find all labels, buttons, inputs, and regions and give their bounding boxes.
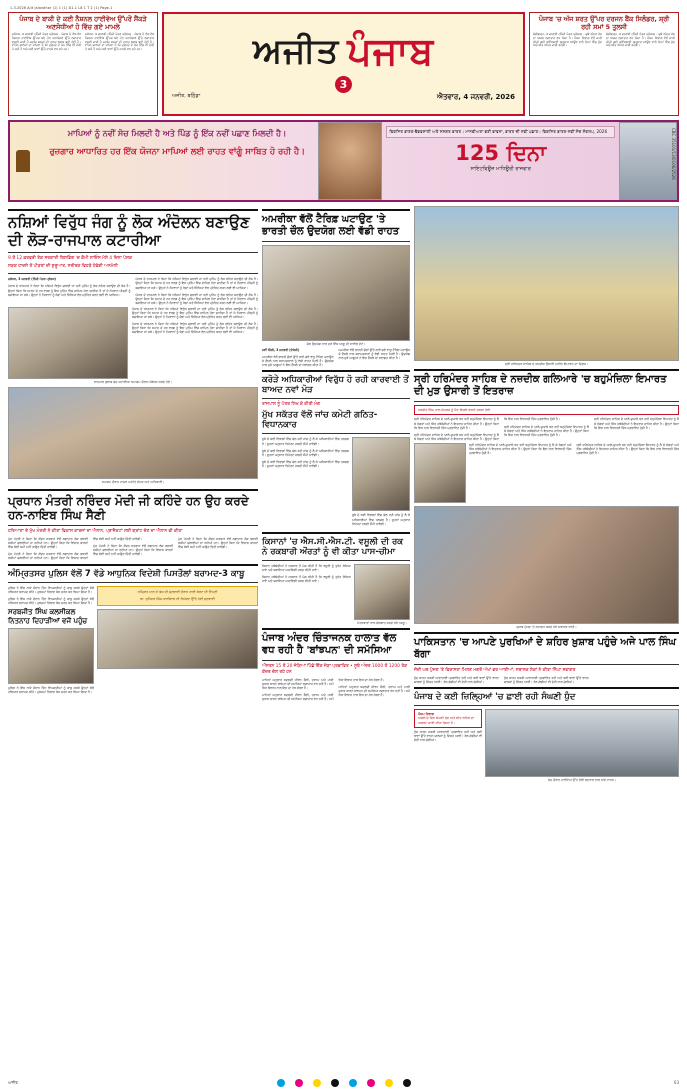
a9-photo	[414, 506, 679, 624]
a10-body: ਧੁੰਦ ਕਾਰਨ ਸੜਕੀ ਆਵਾਜਾਈ ਪ੍ਰਭਾਵਿਤ ਰਹੀ ਅਤੇ ਕਈ ਥਾਵਾਂ ਉੱਤੇ ਵਾਹਨ ਚਾਲਕਾਂ ਨੂੰ ਦਿੱਕਤ ਆਈ। ਰੇਲ ਗੱਡੀਆਂ ਵੀ ਦੇਰੀ ਨਾਲ ਚੱਲੀਆਂ।	[414, 730, 482, 743]
a10-side-box-title: ਮੌਸਮ ਵਿਭਾਗ	[418, 712, 435, 717]
a7-headline: ਅੰਮ੍ਰਿਤਸਰ ਪੁਲਿਸ ਵੱਲੋਂ 7 ਵੱਡੇ ਆਧੁਨਿਕ ਵਿਦੇਸ਼ੀ ਪਿਸਤੌਲਾਂ ਬਰਾਮਦ-3 ਕਾਬੂ	[8, 568, 245, 579]
lead-headline: ਨਸ਼ਿਆਂ ਵਿਰੁੱਧ ਜੰਗ ਨੂੰ ਲੋਕ ਅੰਦੋਲਨ ਬਣਾਉਣ ਦੀ ਲੋੜ-ਰਾਜਪਾਲ ਕਟਾਰੀਆ	[8, 213, 250, 249]
edition-label: ਅਜੀਤ, ਬਠਿੰਡਾ	[172, 92, 201, 99]
group-photo-caption: ਸਮਾਗਮ ਦੌਰਾਨ ਹਾਜ਼ਰ ਪਤਵੰਤੇ ਸੱਜਣ ਅਤੇ ਅਧਿਕਾਰੀ।	[101, 480, 165, 485]
ad-speaker-caption: ਸਾਇਟਵਿਊਜ਼ ਮਾਧਿਊਰੀ ਰਾਜਵਾਰ	[470, 166, 531, 172]
court-note-sub: ਡਾ. ਭੁਪਿੰਦਰ ਸਿੰਘ ਧਾਲੀਵਾਲ ਦੀ ਰਿਪੋਰਟ ਉੱਤੇ ਹੋਈ ਸੁਣਵਾਈ	[140, 597, 215, 602]
a5-headline: ਪ੍ਰਧਾਨ ਮੰਤਰੀ ਨਰਿੰਦਰ ਮੋਦੀ ਜੀ ਕਹਿੰਦੇ ਹਨ ਉਹ ਕਰਦੇ ਹਨ-ਨਾਇਬ ਸਿੰਘ ਸੈਣੀ	[8, 493, 249, 522]
a6-headline: ਕਿਸਾਨਾਂ 'ਚ ਐਸ.ਸੀ.ਐਸ.ਟੀ. ਵਸੂਲੀ ਦੀ ਰਕ ਨੇ ਰਕਬਾਰੀ ਔਰਤਾਂ ਨੂੰ ਵੀ ਕੀਤਾ ਪਾਸ-ਚੀਮਾ	[262, 536, 404, 557]
a6-body: ਕਿਸਾਨ ਜਥੇਬੰਦੀਆਂ ਨੇ ਸਰਕਾਰ ਤੋਂ ਮੰਗ ਕੀਤੀ ਹੈ ਕਿ ਵਸੂਲੀ ਨੂੰ ਤੁਰੰਤ ਰੋਕਿਆ ਜਾਵੇ ਅਤੇ ਬਕਾਇਆ ਅਦਾਇਗੀ ਜਲਦ ਕੀਤੀ ਜਾਵੇ। ਕਿਸਾਨ ਜਥੇਬੰਦੀਆਂ ਨੇ ਸਰਕਾਰ ਤੋਂ ਮੰਗ ਕੀਤੀ ਹੈ ਕਿ ਵਸੂਲੀ ਨੂੰ ਤੁਰੰਤ ਰੋਕਿਆ ਜਾਵੇ ਅਤੇ ਬਕਾਇਆ ਅਦਾਇਗੀ ਜਲਦ ਕੀਤੀ ਜਾਵੇ।	[262, 563, 351, 584]
issue-date: ਐਤਵਾਰ, 4 ਜਨਵਰੀ, 2026	[437, 92, 515, 101]
a6-photo	[354, 564, 410, 620]
a7-body: ਪੁਲਿਸ ਨੇ ਇੱਕ ਨਾਕੇ ਦੌਰਾਨ ਤਿੰਨ ਵਿਅਕਤੀਆਂ ਨੂੰ ਕਾਬੂ ਕਰਕੇ ਉਨ੍ਹਾਂ ਕੋਲੋਂ ਹਥਿਆਰ ਬਰਾਮਦ ਕੀਤੇ। ਮੁਲਜ਼ਮਾਂ ਖ਼ਿਲਾਫ਼ ਕੇਸ ਦਰਜ ਕਰ ਲਿਆ ਗਿਆ ਹੈ। ਪੁਲਿਸ ਨੇ ਇੱਕ ਨਾਕੇ ਦੌਰਾਨ ਤਿੰਨ ਵਿਅਕਤੀਆਂ ਨੂੰ ਕਾਬੂ ਕਰਕੇ ਉਨ੍ਹਾਂ ਕੋਲੋਂ ਹਥਿਆਰ ਬਰਾਮਦ ਕੀਤੇ। ਮੁਲਜ਼ਮਾਂ ਖ਼ਿਲਾਫ਼ ਕੇਸ ਦਰਜ ਕਰ ਲਿਆ ਗਿਆ ਹੈ।	[8, 585, 94, 605]
a5-kicker: ਹਰਿਆਣਾ ਦੇ ਮੁੱਖ ਮੰਤਰੀ ਨੇ ਕੀਤਾ ਵਿਕਾਸ ਕਾਰਜਾਂ ਦਾ ਐਲਾਨ, ਪ੍ਰਾਜੈਕਟਾਂ ਲਈ ਗ੍ਰਾਂਟ ਦੇਣ ਦਾ ਐਲਾਨ ਵੀ ਕੀਤਾ	[8, 529, 183, 535]
masthead-left-story	[8, 12, 158, 116]
a10-side-box-text: ਅਗਲੇ ਦੋ ਦਿਨ ਸੰਘਣੀ ਧੁੰਦ ਅਤੇ ਸੀਤ ਲਹਿਰ ਦਾ ਅਲਰਟ ਜਾਰੀ ਕੀਤਾ ਗਿਆ ਹੈ।	[418, 716, 475, 725]
a8-body: ਮਾਹਿਰਾਂ ਅਨੁਸਾਰ ਬਦਲਦੀ ਜੀਵਨ ਸ਼ੈਲੀ, ਤਣਾਅ ਅਤੇ ਮਾੜੀ ਖ਼ੁਰਾਕ ਕਾਰਨ ਬਾਂਝਪਨ ਦੀ ਸਮੱਸਿਆ ਲਗਾਤਾਰ ਵਧ ਰਹੀ ਹੈ। ਸਮੇਂ ਸਿਰ ਇਲਾਜ ਨਾਲ ਇਸ ਦਾ ਹੱਲ ਸੰਭਵ ਹੈ। ਮਾਹਿਰਾਂ ਅਨੁਸਾਰ ਬਦਲਦੀ ਜੀਵਨ ਸ਼ੈਲੀ, ਤਣਾਅ ਅਤੇ ਮਾੜੀ ਖ਼ੁਰਾਕ ਕਾਰਨ ਬਾਂਝਪਨ ਦੀ ਸਮੱਸਿਆ ਲਗਾਤਾਰ ਵਧ ਰਹੀ ਹੈ। ਸਮੇਂ ਸਿਰ ਇਲਾਜ ਨਾਲ ਇਸ ਦਾ ਹੱਲ ਸੰਭਵ ਹੈ। ਮਾਹਿਰਾਂ ਅਨੁਸਾਰ ਬਦਲਦੀ ਜੀਵਨ ਸ਼ੈਲੀ, ਤਣਾਅ ਅਤੇ ਮਾੜੀ ਖ਼ੁਰਾਕ ਕਾਰਨ ਬਾਂਝਪਨ ਦੀ ਸਮੱਸਿਆ ਲਗਾਤਾਰ ਵਧ ਰਹੀ ਹੈ। ਸਮੇਂ ਸਿਰ ਇਲਾਜ ਨਾਲ ਇਸ ਦਾ ਹੱਲ ਸੰਭਵ ਹੈ।	[262, 677, 410, 702]
court-note-photo	[97, 609, 258, 669]
lead-body: ਜਲੰਧਰ, 3 ਜਨਵਰੀ (ਨਿੱਜੀ ਪੱਤਰ ਪ੍ਰੇਰਕ) ਪੰਜਾਬ ਦੇ ਰਾਜਪਾਲ ਨੇ ਕਿਹਾ ਕਿ ਨਸ਼ਿਆਂ ਵਿਰੁੱਧ ਚਲਾਈ ਜਾ ਰਹੀ ਮੁਹਿੰਮ ਨੂੰ ਲੋਕ ਲਹਿਰ ਬਣਾਉਣ ਦੀ ਲੋੜ ਹੈ। ਉਨ੍ਹਾਂ ਕਿਹਾ ਕਿ ਸਮਾਜ ਦੇ ਹਰ ਵਰਗ ਨੂੰ ਇਸ ਮੁਹਿੰਮ ਵਿੱਚ ਸ਼ਾਮਿਲ ਹੋਣਾ ਚਾਹੀਦਾ ਹੈ ਤਾਂ ਜੋ ਨੌਜਵਾਨ ਪੀੜ੍ਹੀ ਨੂੰ ਬਚਾਇਆ ਜਾ ਸਕੇ। ਉਨ੍ਹਾਂ ਨੇ ਨੌਜਵਾਨਾਂ ਨੂੰ ਖੇਡਾਂ ਅਤੇ ਸਿੱਖਿਆ ਵੱਲ ਪ੍ਰੇਰਿਤ ਕਰਨ ਲਈ ਵੀ ਆਖਿਆ। ਪੰਜਾਬ ਦੇ ਰਾਜਪਾਲ ਨੇ ਕਿਹਾ ਕਿ ਨਸ਼ਿਆਂ ਵਿਰੁੱਧ ਚਲਾਈ ਜਾ ਰਹੀ ਮੁਹਿੰਮ ਨੂੰ ਲੋਕ ਲਹਿਰ ਬਣਾਉਣ ਦੀ ਲੋੜ ਹੈ। ਉਨ੍ਹਾਂ ਕਿਹਾ ਕਿ ਸਮਾਜ ਦੇ ਹਰ ਵਰਗ ਨੂੰ ਇਸ ਮੁਹਿੰਮ ਵਿੱਚ ਸ਼ਾਮਿਲ ਹੋਣਾ ਚਾਹੀਦਾ ਹੈ ਤਾਂ ਜੋ ਨੌਜਵਾਨ ਪੀੜ੍ਹੀ ਨੂੰ ਬਚਾਇਆ ਜਾ ਸਕੇ। ਉਨ੍ਹਾਂ ਨੇ ਨੌਜਵਾਨਾਂ ਨੂੰ ਖੇਡਾਂ ਅਤੇ ਸਿੱਖਿਆ ਵੱਲ ਪ੍ਰੇਰਿਤ ਕਰਨ ਲਈ ਵੀ ਆਖਿਆ। ਪੰਜਾਬ ਦੇ ਰਾਜਪਾਲ ਨੇ ਕਿਹਾ ਕਿ ਨਸ਼ਿਆਂ ਵਿਰੁੱਧ ਚਲਾਈ ਜਾ ਰਹੀ ਮੁਹਿੰਮ ਨੂੰ ਲੋਕ ਲਹਿਰ ਬਣਾਉਣ ਦੀ ਲੋੜ ਹੈ। ਉਨ੍ਹਾਂ ਕਿਹਾ ਕਿ ਸਮਾਜ ਦੇ ਹਰ ਵਰਗ ਨੂੰ ਇਸ ਮੁਹਿੰਮ ਵਿੱਚ ਸ਼ਾਮਿਲ ਹੋਣਾ ਚਾਹੀਦਾ ਹੈ ਤਾਂ ਜੋ ਨੌਜਵਾਨ ਪੀੜ੍ਹੀ ਨੂੰ ਬਚਾਇਆ ਜਾ ਸਕੇ। ਉਨ੍ਹਾਂ ਨੇ ਨੌਜਵਾਨਾਂ ਨੂੰ ਖੇਡਾਂ ਅਤੇ ਸਿੱਖਿਆ ਵੱਲ ਪ੍ਰੇਰਿਤ ਕਰਨ ਲਈ ਵੀ ਆਖਿਆ।	[8, 277, 258, 305]
a3-photo	[352, 437, 410, 511]
a8-headline: ਪੰਜਾਬ ਅੰਦਰ ਚਿੰਤਾਜਨਕ ਹਾਲਾਤ ਵੱਲ ਵਧ ਰਹੀ ਹੈ 'ਬਾਂਝਪਨ' ਦੀ ਸਮੱਸਿਆ	[262, 633, 397, 656]
ad-right-note: ਵਿਕਸਿਤ ਭਾਰਤ-ਵੈਭਵਸ਼ਾਲੀ ਅਤੇ ਸਸ਼ਕਤ ਭਾਰਤ। ਮਾਨਵੀਅਤਾ ਭਰੀ ਭਾਵਨਾ, ਭਾਰਤ ਦੀ ਨਵੀਂ ਪਛਾਣ। ਵਿਕਸਿਤ ਭਾਰਤ-ਨਵੀਂ ਸੋਚ ਸੰਕਲਪ, 2026	[386, 126, 615, 138]
court-note-box	[97, 586, 258, 606]
a7-body-2: ਪੁਲਿਸ ਨੇ ਇੱਕ ਨਾਕੇ ਦੌਰਾਨ ਤਿੰਨ ਵਿਅਕਤੀਆਂ ਨੂੰ ਕਾਬੂ ਕਰਕੇ ਉਨ੍ਹਾਂ ਕੋਲੋਂ ਹਥਿਆਰ ਬਰਾਮਦ ਕੀਤੇ। ਮੁਲਜ਼ਮਾਂ ਖ਼ਿਲਾਫ਼ ਕੇਸ ਦਰਜ ਕਰ ਲਿਆ ਗਿਆ ਹੈ।	[8, 685, 94, 695]
masthead-left-headline: ਪੰਜਾਬ ਦੇ ਬਾਕੀ ਦੇ ਕਈ ਨੈਸ਼ਨਲ ਹਾਈਵੇਅ ਉੱਪਰੋਂ ਸੈਂਕੜੇ ਅਣਸੋਧੀਆਂ ਹੋ ਵਿੱਚ ਗਏ ਮਾਮਲੇ	[19, 15, 147, 31]
masthead-footer-line	[164, 93, 523, 104]
a9-body: ਧੁੰਦ ਕਾਰਨ ਸੜਕੀ ਆਵਾਜਾਈ ਪ੍ਰਭਾਵਿਤ ਰਹੀ ਅਤੇ ਕਈ ਥਾਵਾਂ ਉੱਤੇ ਵਾਹਨ ਚਾਲਕਾਂ ਨੂੰ ਦਿੱਕਤ ਆਈ। ਰੇਲ ਗੱਡੀਆਂ ਵੀ ਦੇਰੀ ਨਾਲ ਚੱਲੀਆਂ। ਧੁੰਦ ਕਾਰਨ ਸੜਕੀ ਆਵਾਜਾਈ ਪ੍ਰਭਾਵਿਤ ਰਹੀ ਅਤੇ ਕਈ ਥਾਵਾਂ ਉੱਤੇ ਵਾਹਨ ਚਾਲਕਾਂ ਨੂੰ ਦਿੱਕਤ ਆਈ। ਰੇਲ ਗੱਡੀਆਂ ਵੀ ਦੇਰੀ ਨਾਲ ਚੱਲੀਆਂ।	[414, 675, 589, 684]
ad-left-text	[36, 122, 318, 200]
lead-kicker-2: ਸੜਕ ਹਾਦਸੇ ਤੋਂ ਪੀੜਤਾਂ ਦੀ ਸ਼ੁਰੂਆਤ, ਸਰੀਰਕ ਵਿਹੜੇ ਹੋਵੇਗੀ ਅਨਮੋਲੀ	[8, 264, 118, 270]
national-emblem-icon	[10, 122, 36, 200]
a6-photo-caption: ਪੱਤਰਕਾਰਾਂ ਨਾਲ ਗੱਲਬਾਤ ਕਰਦੇ ਹੋਏ ਆਗੂ।	[357, 620, 407, 625]
court-note-title: ਅੰਮ੍ਰਿਤ ਪਾਲ ਦੇ ਕੇਸ ਦੀ ਸੁਣਵਾਈ ਦੌਰਾਨ ਹਾਈ ਕੋਰਟ ਦੀ ਟਿੱਪਣੀ	[137, 589, 218, 594]
a4-headline: ਸ੍ਰੀ ਹਰਿਮੰਦਰ ਸਾਹਿਬ ਦੇ ਨਜ਼ਦੀਕ ਗਲਿਆਰੇ 'ਚ ਬਹੁਮੰਜ਼ਿਲਾ ਇਮਾਰਤ ਦੀ ਮੁੜ ਉਸਾਰੀ ਤੋਂ ਇਤਰਾਜ਼	[414, 374, 667, 398]
golden-temple-caption: ਸ੍ਰੀ ਹਰਿਮੰਦਰ ਸਾਹਿਬ ਦੇ ਨਜ਼ਦੀਕ ਉਸਾਰੀ ਅਧੀਨ ਇਮਾਰਤ ਦਾ ਦ੍ਰਿਸ਼।	[505, 362, 588, 366]
column-middle	[262, 206, 410, 782]
main-content	[8, 206, 679, 782]
masthead-right-headline: ਪੰਜਾਬ 'ਚ ਅੱਜ ਸ਼ਰਤ ਉੱਪਰ ਦਰਜਨ ਬੈਂਕ ਸਿਲੰਡਰ, ਸ਼੍ਰੀ ਰਹੀ ਸਮਾਂ 5 ਤੁਲਸੀ	[538, 15, 670, 31]
ad-big-number: 125 ਦਿਨਾ	[455, 141, 547, 165]
group-photo	[8, 387, 258, 479]
a3-body: ਸੂਬੇ ਦੇ ਕਈ ਵਿਭਾਗਾਂ ਵਿੱਚ ਚੱਲ ਰਹੀ ਜਾਂਚ ਨੂੰ ਲੈ ਕੇ ਅਧਿਕਾਰੀਆਂ ਵਿੱਚ ਹਲਚਲ ਹੈ। ਸੂਤਰਾਂ ਅਨੁਸਾਰ ਰਿਪੋਰਟ ਜਲਦੀ ਸੌਂਪੀ ਜਾਵੇਗੀ। ਸੂਬੇ ਦੇ ਕਈ ਵਿਭਾਗਾਂ ਵਿੱਚ ਚੱਲ ਰਹੀ ਜਾਂਚ ਨੂੰ ਲੈ ਕੇ ਅਧਿਕਾਰੀਆਂ ਵਿੱਚ ਹਲਚਲ ਹੈ। ਸੂਤਰਾਂ ਅਨੁਸਾਰ ਰਿਪੋਰਟ ਜਲਦੀ ਸੌਂਪੀ ਜਾਵੇਗੀ। ਸੂਬੇ ਦੇ ਕਈ ਵਿਭਾਗਾਂ ਵਿੱਚ ਚੱਲ ਰਹੀ ਜਾਂਚ ਨੂੰ ਲੈ ਕੇ ਅਧਿਕਾਰੀਆਂ ਵਿੱਚ ਹਲਚਲ ਹੈ। ਸੂਤਰਾਂ ਅਨੁਸਾਰ ਰਿਪੋਰਟ ਜਲਦੀ ਸੌਂਪੀ ਜਾਵੇਗੀ।	[262, 437, 349, 468]
a2-photo-caption: ਚੌਲ ਉਦਯੋਗ ਨਾਲ ਜੁੜੇ ਇੱਕ ਆਗੂ ਦੀ ਫਾਈਲ ਫ਼ੋਟੋ।	[306, 341, 366, 346]
a5-body: ਮੁੱਖ ਮੰਤਰੀ ਨੇ ਕਿਹਾ ਕਿ ਕੇਂਦਰ ਸਰਕਾਰ ਵੱਲੋਂ ਲਗਾਤਾਰ ਲੋਕ ਭਲਾਈ ਸਕੀਮਾਂ ਚਲਾਈਆਂ ਜਾ ਰਹੀਆਂ ਹਨ। ਉਨ੍ਹਾਂ ਕਿਹਾ ਕਿ ਵਿਕਾਸ ਕਾਰਜਾਂ ਵਿੱਚ ਕੋਈ ਕਮੀ ਨਹੀਂ ਆਉਣ ਦਿੱਤੀ ਜਾਵੇਗੀ। ਮੁੱਖ ਮੰਤਰੀ ਨੇ ਕਿਹਾ ਕਿ ਕੇਂਦਰ ਸਰਕਾਰ ਵੱਲੋਂ ਲਗਾਤਾਰ ਲੋਕ ਭਲਾਈ ਸਕੀਮਾਂ ਚਲਾਈਆਂ ਜਾ ਰਹੀਆਂ ਹਨ। ਉਨ੍ਹਾਂ ਕਿਹਾ ਕਿ ਵਿਕਾਸ ਕਾਰਜਾਂ ਵਿੱਚ ਕੋਈ ਕਮੀ ਨਹੀਂ ਆਉਣ ਦਿੱਤੀ ਜਾਵੇਗੀ। ਮੁੱਖ ਮੰਤਰੀ ਨੇ ਕਿਹਾ ਕਿ ਕੇਂਦਰ ਸਰਕਾਰ ਵੱਲੋਂ ਲਗਾਤਾਰ ਲੋਕ ਭਲਾਈ ਸਕੀਮਾਂ ਚਲਾਈਆਂ ਜਾ ਰਹੀਆਂ ਹਨ। ਉਨ੍ਹਾਂ ਕਿਹਾ ਕਿ ਵਿਕਾਸ ਕਾਰਜਾਂ ਵਿੱਚ ਕੋਈ ਕਮੀ ਨਹੀਂ ਆਉਣ ਦਿੱਤੀ ਜਾਵੇਗੀ। ਮੁੱਖ ਮੰਤਰੀ ਨੇ ਕਿਹਾ ਕਿ ਕੇਂਦਰ ਸਰਕਾਰ ਵੱਲੋਂ ਲਗਾਤਾਰ ਲੋਕ ਭਲਾਈ ਸਕੀਮਾਂ ਚਲਾਈਆਂ ਜਾ ਰਹੀਆਂ ਹਨ। ਉਨ੍ਹਾਂ ਕਿਹਾ ਕਿ ਵਿਕਾਸ ਕਾਰਜਾਂ ਵਿੱਚ ਕੋਈ ਕਮੀ ਨਹੀਂ ਆਉਣ ਦਿੱਤੀ ਜਾਵੇਗੀ।	[8, 537, 258, 561]
color-registration-dots	[0, 1079, 687, 1087]
government-ad-banner	[8, 120, 679, 202]
logo-punjab: ਪੰਜਾਬ	[347, 28, 435, 73]
a10-photo	[485, 709, 679, 777]
a7-subhead: ਸਰਬਜੀਤ ਸਿੰਘ ਕਲਸੀਕਲ ਨਿਤਨਾਹ ਦਿਹਾੜੀਆਂ ਵਜੋਂ ਪਹੁੰਚ	[8, 607, 88, 625]
golden-temple-photo	[414, 206, 679, 361]
masthead-logo-block	[162, 12, 525, 116]
a10-headline: ਪੰਜਾਬ ਦੇ ਕਈ ਜ਼ਿਲ੍ਹਿਆਂ 'ਚ ਛਾਈ ਰਹੀ ਸੰਘਣੀ ਧੁੰਦ	[414, 692, 576, 703]
a2-headline: ਅਮਰੀਕਾ ਵੱਲੋਂ ਟੈਰਿਫ਼ ਘਟਾਉਣ 'ਤੇ ਭਾਰਤੀ ਚੌਲ ਉਦਯੋਗ ਲਈ ਵੱਡੀ ਰਾਹਤ	[262, 214, 400, 237]
a4-body-2: ਸ੍ਰੀ ਹਰਿਮੰਦਰ ਸਾਹਿਬ ਦੇ ਆਲੇ-ਦੁਆਲੇ ਬਣ ਰਹੀ ਬਹੁਮੰਜ਼ਿਲਾ ਇਮਾਰਤ ਨੂੰ ਲੈ ਕੇ ਸੰਗਤਾਂ ਅਤੇ ਸਿੱਖ ਜਥੇਬੰਦੀਆਂ ਨੇ ਇਤਰਾਜ਼ ਜ਼ਾਹਿਰ ਕੀਤਾ ਹੈ। ਉਨ੍ਹਾਂ ਕਿਹਾ ਕਿ ਇਸ ਨਾਲ ਵਿਰਾਸਤੀ ਦਿੱਖ ਪ੍ਰਭਾਵਿਤ ਹੁੰਦੀ ਹੈ। ਸ੍ਰੀ ਹਰਿਮੰਦਰ ਸਾਹਿਬ ਦੇ ਆਲੇ-ਦੁਆਲੇ ਬਣ ਰਹੀ ਬਹੁਮੰਜ਼ਿਲਾ ਇਮਾਰਤ ਨੂੰ ਲੈ ਕੇ ਸੰਗਤਾਂ ਅਤੇ ਸਿੱਖ ਜਥੇਬੰਦੀਆਂ ਨੇ ਇਤਰਾਜ਼ ਜ਼ਾਹਿਰ ਕੀਤਾ ਹੈ। ਉਨ੍ਹਾਂ ਕਿਹਾ ਕਿ ਇਸ ਨਾਲ ਵਿਰਾਸਤੀ ਦਿੱਖ ਪ੍ਰਭਾਵਿਤ ਹੁੰਦੀ ਹੈ।	[469, 442, 679, 456]
a9-kicker: ਜੱਦੀ ਘਰ ਪੁੱਜਣ 'ਤੇ ਵਿਰਾਸਤਾ ਮਿਲਣ ਮਗਰੋਂ ਅੱਖਾਂ ਭਰ ਆਈਆਂ, ਸਥਾਨਕ ਲੋਕਾਂ ਨੇ ਕੀਤਾ ਨਿੱਘਾ ਸਵਾਗਤ	[414, 667, 576, 673]
a4-photo-small	[414, 443, 466, 503]
ad-right-block	[382, 122, 619, 200]
lead-body-continued: ਪੰਜਾਬ ਦੇ ਰਾਜਪਾਲ ਨੇ ਕਿਹਾ ਕਿ ਨਸ਼ਿਆਂ ਵਿਰੁੱਧ ਚਲਾਈ ਜਾ ਰਹੀ ਮੁਹਿੰਮ ਨੂੰ ਲੋਕ ਲਹਿਰ ਬਣਾਉਣ ਦੀ ਲੋੜ ਹੈ। ਉਨ੍ਹਾਂ ਕਿਹਾ ਕਿ ਸਮਾਜ ਦੇ ਹਰ ਵਰਗ ਨੂੰ ਇਸ ਮੁਹਿੰਮ ਵਿੱਚ ਸ਼ਾਮਿਲ ਹੋਣਾ ਚਾਹੀਦਾ ਹੈ ਤਾਂ ਜੋ ਨੌਜਵਾਨ ਪੀੜ੍ਹੀ ਨੂੰ ਬਚਾਇਆ ਜਾ ਸਕੇ। ਉਨ੍ਹਾਂ ਨੇ ਨੌਜਵਾਨਾਂ ਨੂੰ ਖੇਡਾਂ ਅਤੇ ਸਿੱਖਿਆ ਵੱਲ ਪ੍ਰੇਰਿਤ ਕਰਨ ਲਈ ਵੀ ਆਖਿਆ। ਪੰਜਾਬ ਦੇ ਰਾਜਪਾਲ ਨੇ ਕਿਹਾ ਕਿ ਨਸ਼ਿਆਂ ਵਿਰੁੱਧ ਚਲਾਈ ਜਾ ਰਹੀ ਮੁਹਿੰਮ ਨੂੰ ਲੋਕ ਲਹਿਰ ਬਣਾਉਣ ਦੀ ਲੋੜ ਹੈ। ਉਨ੍ਹਾਂ ਕਿਹਾ ਕਿ ਸਮਾਜ ਦੇ ਹਰ ਵਰਗ ਨੂੰ ਇਸ ਮੁਹਿੰਮ ਵਿੱਚ ਸ਼ਾਮਿਲ ਹੋਣਾ ਚਾਹੀਦਾ ਹੈ ਤਾਂ ਜੋ ਨੌਜਵਾਨ ਪੀੜ੍ਹੀ ਨੂੰ ਬਚਾਇਆ ਜਾ ਸਕੇ। ਉਨ੍ਹਾਂ ਨੇ ਨੌਜਵਾਨਾਂ ਨੂੰ ਖੇਡਾਂ ਅਤੇ ਸਿੱਖਿਆ ਵੱਲ ਪ੍ਰੇਰਿਤ ਕਰਨ ਲਈ ਵੀ ਆਖਿਆ।	[132, 306, 258, 335]
masthead-right-story	[529, 12, 679, 116]
masthead-left-body: ਜਲੰਧਰ, 4 ਜਨਵਰੀ (ਨਿੱਜੀ ਪੱਤਰ ਪ੍ਰੇਰਕ) - ਪੰਜਾਬ ਦੇ ਵੱਖ-ਵੱਖ ਨੈਸ਼ਨਲ ਹਾਈਵੇਅ ਉੱਪਰ ਬਣੇ ਟੋਲ ਪਲਾਜ਼ਿਆਂ ਉੱਤੇ ਲਗਾਤਾਰ ਵਸੂਲੀ ਜਾਰੀ ਹੈ ਜਦਕਿ ਸੜਕਾਂ ਦੀ ਹਾਲਤ ਖ਼ਰਾਬ ਬਣੀ ਹੋਈ ਹੈ। ਵਾਹਨ ਚਾਲਕਾਂ ਦਾ ਕਹਿਣਾ ਹੈ ਕਿ ਮੁਰੰਮਤ ਦੇ ਕੰਮ ਵਿੱਚ ਵੀ ਦੇਰੀ ਹੋ ਰਹੀ ਹੈ ਅਤੇ ਕਈ ਥਾਵਾਂ ਉੱਤੇ ਹਾਦਸੇ ਵਧ ਰਹੇ ਹਨ। ਜਲੰਧਰ, 4 ਜਨਵਰੀ (ਨਿੱਜੀ ਪੱਤਰ ਪ੍ਰੇਰਕ) - ਪੰਜਾਬ ਦੇ ਵੱਖ-ਵੱਖ ਨੈਸ਼ਨਲ ਹਾਈਵੇਅ ਉੱਪਰ ਬਣੇ ਟੋਲ ਪਲਾਜ਼ਿਆਂ ਉੱਤੇ ਲਗਾਤਾਰ ਵਸੂਲੀ ਜਾਰੀ ਹੈ ਜਦਕਿ ਸੜਕਾਂ ਦੀ ਹਾਲਤ ਖ਼ਰਾਬ ਬਣੀ ਹੋਈ ਹੈ। ਵਾਹਨ ਚਾਲਕਾਂ ਦਾ ਕਹਿਣਾ ਹੈ ਕਿ ਮੁਰੰਮਤ ਦੇ ਕੰਮ ਵਿੱਚ ਵੀ ਦੇਰੀ ਹੋ ਰਹੀ ਹੈ ਅਤੇ ਕਈ ਥਾਵਾਂ ਉੱਤੇ ਹਾਦਸੇ ਵਧ ਰਹੇ ਹਨ।	[12, 32, 154, 52]
a4-inset-box: ਹਰਜੀਤ ਸਿੰਘ ਨਾਲ ਸੰਪਰਕ ਨੂੰ ਪੈਣ ਵਿਚਲੇ ਵਾਸਤੇ ਚਰਚਾ ਹੋਈ	[414, 405, 679, 415]
a3-small-headline: ਮੁੱਖ ਸਕੱਤਰ ਵੱਲੋਂ ਜਾਂਚ ਕਮੇਟੀ ਗਠਿਤ-ਵਿਧਾਨਕਾਰ	[262, 410, 378, 431]
page-number-badge: 3	[335, 76, 352, 93]
a9-photo-caption: ਖ਼ੁਸ਼ਾਬ ਪੁੱਜਣ 'ਤੇ ਸਵਾਗਤ ਕਰਦੇ ਹੋਏ ਸਥਾਨਕ ਵਾਸੀ।	[516, 624, 577, 629]
a10-side-box	[414, 709, 482, 728]
a7-photo	[8, 628, 94, 684]
a3-subhead: ਰਾਜਪਾਲ ਨੂੰ ਪੱਤਰ ਲਿਖ ਕੇ ਕੀਤੀ ਮੰਗ	[262, 402, 321, 408]
a10-photo-caption: ਧੁੰਦ ਦੌਰਾਨ ਹਾਈਵੇਅ ਉੱਤੇ ਹੌਲੀ ਰਫ਼ਤਾਰ ਨਾਲ ਜਾਂਦੇ ਵਾਹਨ।	[547, 778, 617, 783]
a9-headline: ਪਾਕਿਸਤਾਨ 'ਚ ਆਪਣੇ ਪੁਰਖਿਆਂ ਦੇ ਸ਼ਹਿਰ ਖ਼ੁਸ਼ਾਬ ਪਹੁੰਚੇ ਅਜੇ ਪਾਲ ਸਿੰਘ ਬੱਗਾ	[414, 637, 676, 661]
ad-line-2: ਰੁਜ਼ਗਾਰ ਆਧਾਰਿਤ ਹਰ ਇੱਕ ਯੋਜਨਾ ਮਾਪਿਆਂ ਲਈ ਰਾਹਤ ਵਾਂਗੂੰ ਸਾਬਿਤ ਹੋ ਰਹੀ ਹੈ।	[49, 147, 305, 157]
lead-kicker-1: 9 ਤੋਂ 12 ਫ਼ਰਵਰੀ ਤੱਕ ਸਰਕਾਰੀ ਬਿਲਡਿੰਗ 'ਚ ਕੌਮੀ ਸਾਇੰਸ ਮੇਲੇ 4 ਦਿਨਾ ਪੇਸ਼ਕ	[8, 256, 132, 262]
a8-kicker: ਔਸਤਨ 15 ਤੋਂ 20 ਜੋੜਿਆਂ ਪਿੱਛੋਂ ਇੱਕ ਜੋੜਾ ਪ੍ਰਭਾਵਿਤ • ਸੂਬੇ ਅੰਦਰ 1000 ਤੋਂ 1200 ਤੱਕ ਕੇਂਦਰ ਚੱਲ ਰਹੇ ਹਨ	[262, 663, 408, 675]
masthead-logo	[253, 29, 434, 74]
ad-woman-photo	[318, 122, 382, 200]
a2-body: ਨਵੀਂ ਦਿੱਲੀ, 3 ਜਨਵਰੀ (ਏਜੰਸੀ) ਅਮਰੀਕਾ ਵੱਲੋਂ ਭਾਰਤੀ ਚੌਲਾਂ ਉੱਤੇ ਲਾਏ ਗਏ ਵਾਧੂ ਟੈਰਿਫ਼ ਘਟਾਉਣ ਦੇ ਫ਼ੈਸਲੇ ਨਾਲ ਬਰਾਮਦਕਾਰਾਂ ਨੂੰ ਵੱਡੀ ਰਾਹਤ ਮਿਲੀ ਹੈ। ਉਦਯੋਗ ਨਾਲ ਜੁੜੇ ਆਗੂਆਂ ਨੇ ਇਸ ਫ਼ੈਸਲੇ ਦਾ ਸਵਾਗਤ ਕੀਤਾ ਹੈ। ਅਮਰੀਕਾ ਵੱਲੋਂ ਭਾਰਤੀ ਚੌਲਾਂ ਉੱਤੇ ਲਾਏ ਗਏ ਵਾਧੂ ਟੈਰਿਫ਼ ਘਟਾਉਣ ਦੇ ਫ਼ੈਸਲੇ ਨਾਲ ਬਰਾਮਦਕਾਰਾਂ ਨੂੰ ਵੱਡੀ ਰਾਹਤ ਮਿਲੀ ਹੈ। ਉਦਯੋਗ ਨਾਲ ਜੁੜੇ ਆਗੂਆਂ ਨੇ ਇਸ ਫ਼ੈਸਲੇ ਦਾ ਸਵਾਗਤ ਕੀਤਾ ਹੈ।	[262, 348, 410, 368]
footer-left-label: ਅਜੀਤ	[8, 1080, 18, 1085]
a2-photo	[262, 245, 410, 341]
column-left	[8, 206, 258, 782]
governor-photo-caption: ਰਾਜਪਾਲ ਗੁਲਾਬ ਚੰਦ ਕਟਾਰੀਆ ਸਮਾਗਮ ਦੌਰਾਨ ਸੰਬੋਧਨ ਕਰਦੇ ਹੋਏ।	[93, 379, 173, 384]
governor-photo	[8, 307, 128, 379]
pm-portrait-photo	[619, 122, 677, 200]
a3-body-2: ਸੂਬੇ ਦੇ ਕਈ ਵਿਭਾਗਾਂ ਵਿੱਚ ਚੱਲ ਰਹੀ ਜਾਂਚ ਨੂੰ ਲੈ ਕੇ ਅਧਿਕਾਰੀਆਂ ਵਿੱਚ ਹਲਚਲ ਹੈ। ਸੂਤਰਾਂ ਅਨੁਸਾਰ ਰਿਪੋਰਟ ਜਲਦੀ ਸੌਂਪੀ ਜਾਵੇਗੀ।	[352, 513, 410, 526]
column-right	[414, 206, 679, 782]
cbc-code: CBC 35101/13/0106/2526	[671, 128, 676, 180]
logo-ajit: ਅਜੀਤ	[252, 31, 340, 71]
a4-body: ਸ੍ਰੀ ਹਰਿਮੰਦਰ ਸਾਹਿਬ ਦੇ ਆਲੇ-ਦੁਆਲੇ ਬਣ ਰਹੀ ਬਹੁਮੰਜ਼ਿਲਾ ਇਮਾਰਤ ਨੂੰ ਲੈ ਕੇ ਸੰਗਤਾਂ ਅਤੇ ਸਿੱਖ ਜਥੇਬੰਦੀਆਂ ਨੇ ਇਤਰਾਜ਼ ਜ਼ਾਹਿਰ ਕੀਤਾ ਹੈ। ਉਨ੍ਹਾਂ ਕਿਹਾ ਕਿ ਇਸ ਨਾਲ ਵਿਰਾਸਤੀ ਦਿੱਖ ਪ੍ਰਭਾਵਿਤ ਹੁੰਦੀ ਹੈ। ਸ੍ਰੀ ਹਰਿਮੰਦਰ ਸਾਹਿਬ ਦੇ ਆਲੇ-ਦੁਆਲੇ ਬਣ ਰਹੀ ਬਹੁਮੰਜ਼ਿਲਾ ਇਮਾਰਤ ਨੂੰ ਲੈ ਕੇ ਸੰਗਤਾਂ ਅਤੇ ਸਿੱਖ ਜਥੇਬੰਦੀਆਂ ਨੇ ਇਤਰਾਜ਼ ਜ਼ਾਹਿਰ ਕੀਤਾ ਹੈ। ਉਨ੍ਹਾਂ ਕਿਹਾ ਕਿ ਇਸ ਨਾਲ ਵਿਰਾਸਤੀ ਦਿੱਖ ਪ੍ਰਭਾਵਿਤ ਹੁੰਦੀ ਹੈ। ਸ੍ਰੀ ਹਰਿਮੰਦਰ ਸਾਹਿਬ ਦੇ ਆਲੇ-ਦੁਆਲੇ ਬਣ ਰਹੀ ਬਹੁਮੰਜ਼ਿਲਾ ਇਮਾਰਤ ਨੂੰ ਲੈ ਕੇ ਸੰਗਤਾਂ ਅਤੇ ਸਿੱਖ ਜਥੇਬੰਦੀਆਂ ਨੇ ਇਤਰਾਜ਼ ਜ਼ਾਹਿਰ ਕੀਤਾ ਹੈ। ਉਨ੍ਹਾਂ ਕਿਹਾ ਕਿ ਇਸ ਨਾਲ ਵਿਰਾਸਤੀ ਦਿੱਖ ਪ੍ਰਭਾਵਿਤ ਹੁੰਦੀ ਹੈ। ਸ੍ਰੀ ਹਰਿਮੰਦਰ ਸਾਹਿਬ ਦੇ ਆਲੇ-ਦੁਆਲੇ ਬਣ ਰਹੀ ਬਹੁਮੰਜ਼ਿਲਾ ਇਮਾਰਤ ਨੂੰ ਲੈ ਕੇ ਸੰਗਤਾਂ ਅਤੇ ਸਿੱਖ ਜਥੇਬੰਦੀਆਂ ਨੇ ਇਤਰਾਜ਼ ਜ਼ਾਹਿਰ ਕੀਤਾ ਹੈ। ਉਨ੍ਹਾਂ ਕਿਹਾ ਕਿ ਇਸ ਨਾਲ ਵਿਰਾਸਤੀ ਦਿੱਖ ਪ੍ਰਭਾਵਿਤ ਹੁੰਦੀ ਹੈ।	[414, 417, 679, 441]
footer-page-number: 03	[673, 1080, 679, 1085]
print-slug: 1-3-2026 Ajit Jalandhar (1) 1 (1) D1-1 L8 1 T 2 (1) Page-1	[10, 6, 113, 10]
masthead	[8, 12, 679, 116]
ad-line-1: ਮਾਪਿਆਂ ਨੂੰ ਨਵੀਂ ਸੋਚ ਮਿਲਦੀ ਹੈ ਅਤੇ ਪਿੰਡ ਨੂੰ ਇੱਕ ਨਵੀਂ ਪਛਾਣ ਮਿਲਦੀ ਹੈ।	[67, 129, 287, 138]
masthead-right-body: ਚੰਡੀਗੜ੍ਹ, 4 ਜਨਵਰੀ (ਨਿੱਜੀ ਪੱਤਰ ਪ੍ਰੇਰਕ) - ਸੂਬੇ ਅੰਦਰ ਠੰਢ ਦਾ ਅਸਰ ਲਗਾਤਾਰ ਵਧ ਰਿਹਾ ਹੈ। ਮੌਸਮ ਵਿਭਾਗ ਵੱਲੋਂ ਜਾਰੀ ਕੀਤੀ ਗਈ ਭਵਿੱਖਬਾਣੀ ਅਨੁਸਾਰ ਆਉਣ ਵਾਲੇ ਦਿਨਾਂ ਵਿੱਚ ਧੁੰਦ ਅਤੇ ਸੀਤ ਲਹਿਰ ਜਾਰੀ ਰਹੇਗੀ। ਚੰਡੀਗੜ੍ਹ, 4 ਜਨਵਰੀ (ਨਿੱਜੀ ਪੱਤਰ ਪ੍ਰੇਰਕ) - ਸੂਬੇ ਅੰਦਰ ਠੰਢ ਦਾ ਅਸਰ ਲਗਾਤਾਰ ਵਧ ਰਿਹਾ ਹੈ। ਮੌਸਮ ਵਿਭਾਗ ਵੱਲੋਂ ਜਾਰੀ ਕੀਤੀ ਗਈ ਭਵਿੱਖਬਾਣੀ ਅਨੁਸਾਰ ਆਉਣ ਵਾਲੇ ਦਿਨਾਂ ਵਿੱਚ ਧੁੰਦ ਅਤੇ ਸੀਤ ਲਹਿਰ ਜਾਰੀ ਰਹੇਗੀ।	[533, 32, 675, 48]
a3-headline: ਕਰੋੜੇ ਅਧਿਕਾਰੀਆਂ ਵਿਰੁੱਧ ਹੋ ਰਹੀ ਕਾਰਵਾਈ ਤੋਂ ਬਾਅਦ ਨਵਾਂ ਮੋੜ	[262, 375, 409, 396]
